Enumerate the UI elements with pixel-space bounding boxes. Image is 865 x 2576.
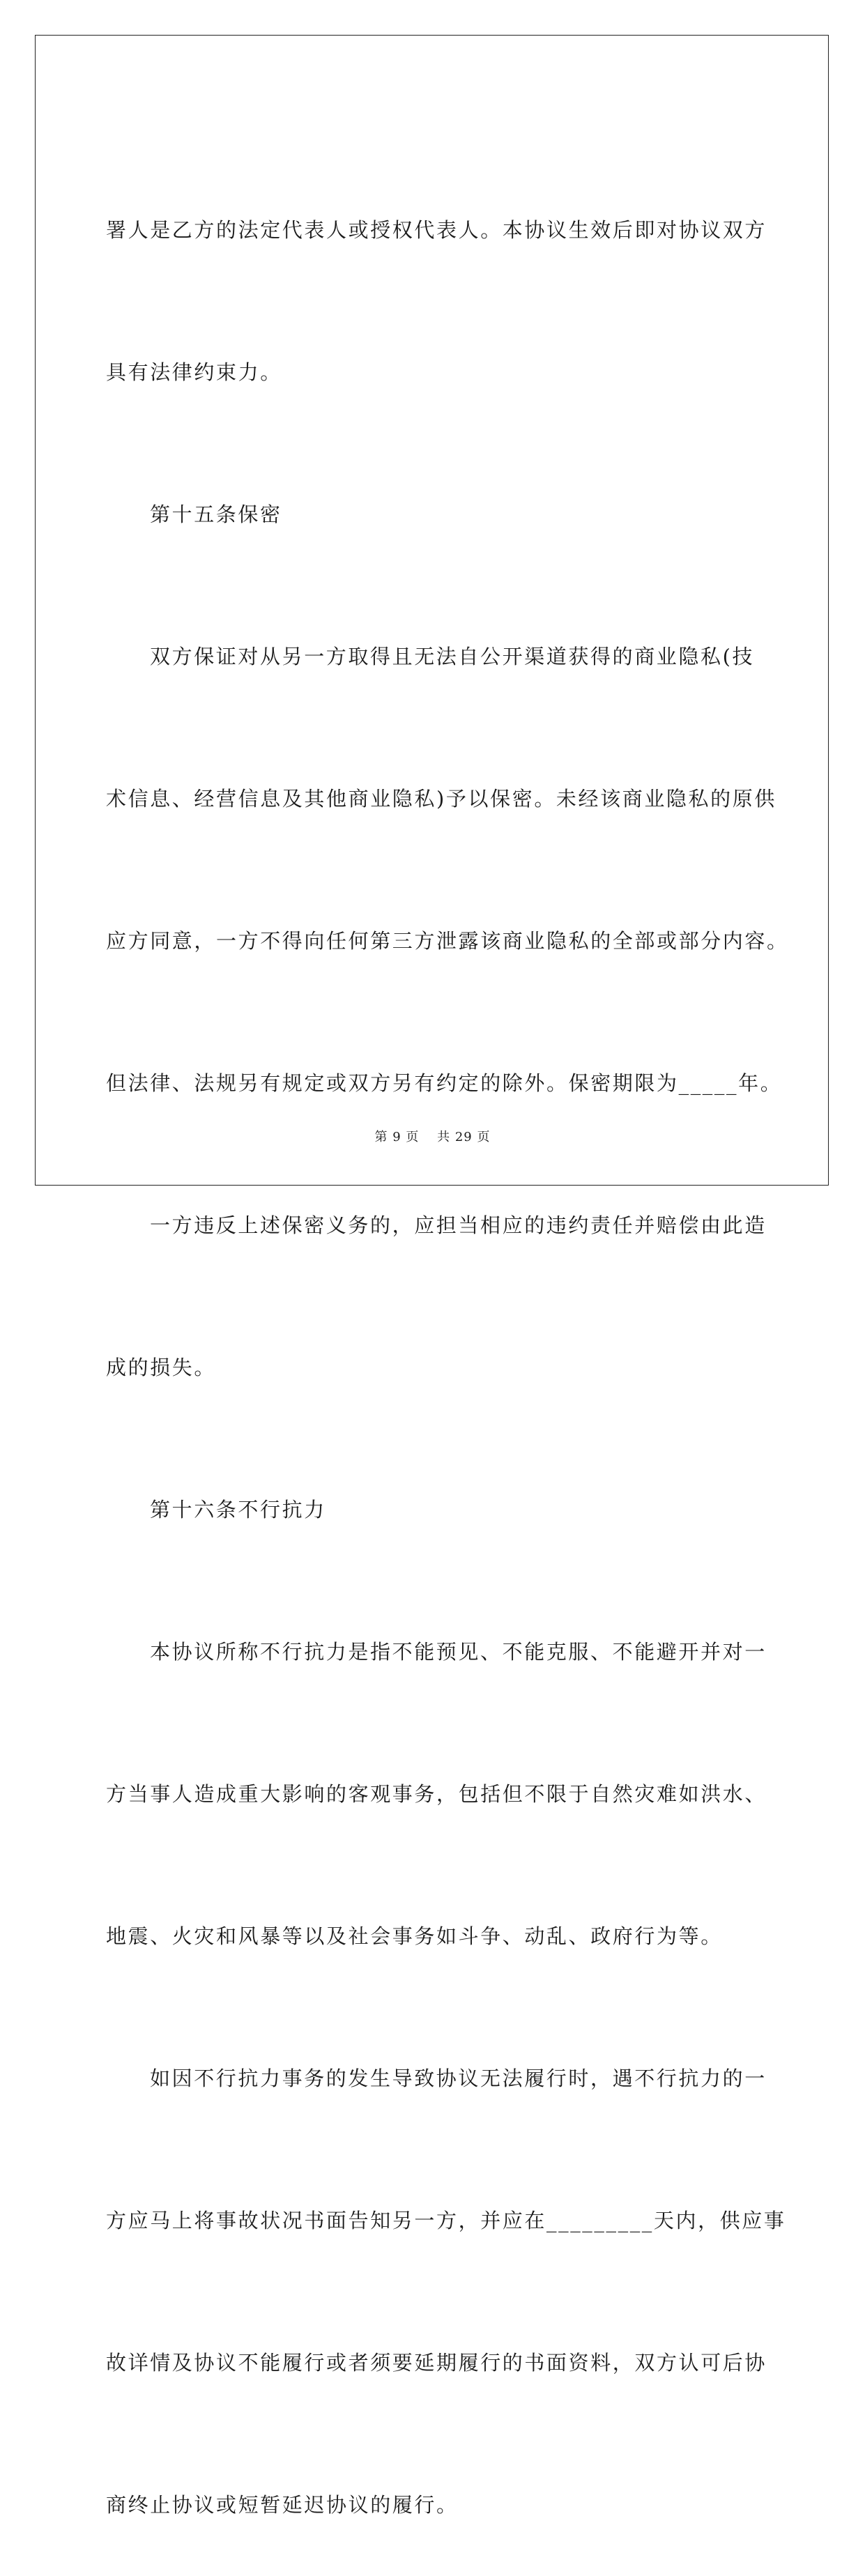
body-line: 但法律、法规另有规定或双方另有约定的除外。保密期限为_____年。: [106, 1071, 783, 1095]
body-line: 术信息、经营信息及其他商业隐私)予以保密。未经该商业隐私的原供: [106, 787, 776, 811]
body-line: 本协议所称不行抗力是指不能预见、不能克服、不能避开并对一: [150, 1640, 767, 1664]
body-line: 署人是乙方的法定代表人或授权代表人。本协议生效后即对协议双方: [106, 218, 767, 242]
body-line: 双方保证对从另一方取得且无法自公开渠道获得的商业隐私(技: [150, 645, 755, 668]
body-line: 如因不行抗力事务的发生导致协议无法履行时，遇不行抗力的一: [150, 2067, 767, 2090]
body-line: 一方违反上述保密义务的，应担当相应的违约责任并赔偿由此造: [150, 1213, 767, 1237]
section-heading: 第十五条保密: [150, 503, 282, 526]
page-number: 第 9 页 共 29 页: [374, 1130, 491, 1144]
body-line: 成的损失。: [106, 1356, 217, 1379]
body-line: 应方同意，一方不得向任何第三方泄露该商业隐私的全部或部分内容。: [106, 929, 789, 953]
body-line: 故详情及协议不能履行或者须要延期履行的书面资料，双方认可后协: [106, 2351, 767, 2375]
body-line: 商终止协议或短暂延迟协议的履行。: [106, 2493, 459, 2517]
document-body: [106, 112, 789, 2576]
body-line: 方应马上将事故状况书面告知另一方，并应在_________天内，供应事: [106, 2209, 786, 2232]
body-line: 地震、火灾和风暴等以及社会事务如斗争、动乱、政府行为等。: [106, 1924, 723, 1948]
section-heading: 第十六条不行抗力: [150, 1498, 326, 1521]
body-line: 具有法律约束力。: [106, 360, 282, 384]
body-line: 方当事人造成重大影响的客观事务，包括但不限于自然灾难如洪水、: [106, 1782, 767, 1806]
